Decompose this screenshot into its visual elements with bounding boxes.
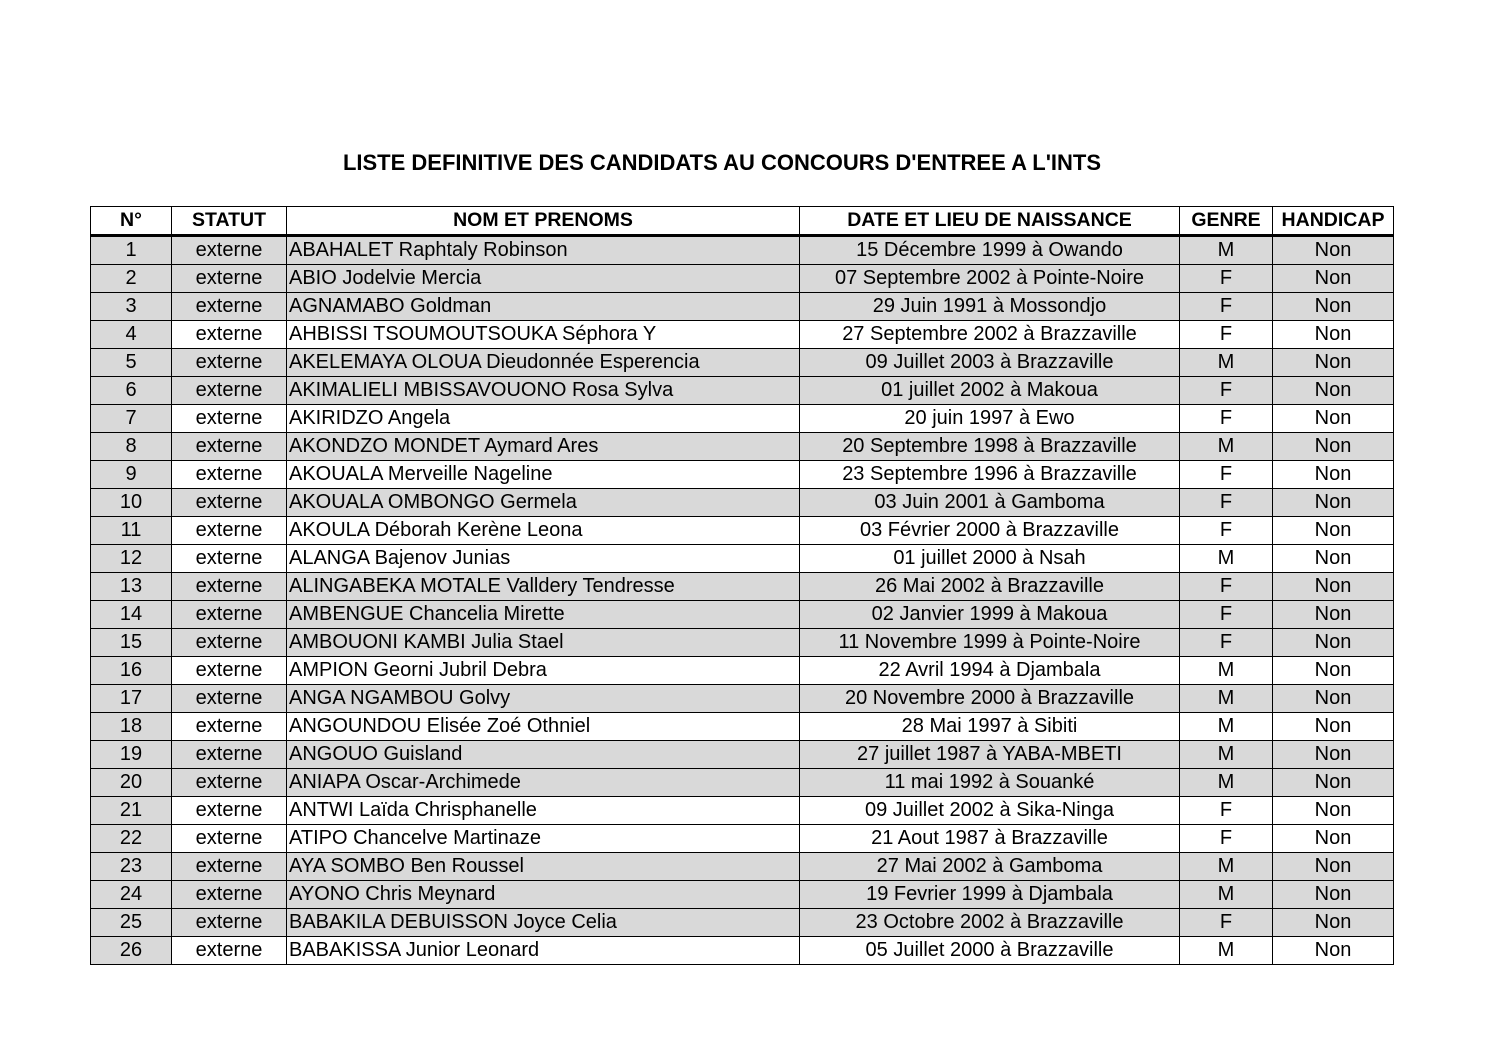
cell-genre: M bbox=[1180, 545, 1273, 573]
cell-number: 26 bbox=[91, 937, 172, 965]
cell-handicap: Non bbox=[1273, 937, 1394, 965]
cell-naissance: 28 Mai 1997 à Sibiti bbox=[800, 713, 1180, 741]
table-body bbox=[91, 236, 1394, 965]
cell-handicap: Non bbox=[1273, 909, 1394, 937]
cell-statut: externe bbox=[172, 909, 287, 937]
candidates-table bbox=[90, 206, 1394, 965]
table-row bbox=[91, 461, 1394, 489]
cell-number: 20 bbox=[91, 769, 172, 797]
cell-nom: BABAKISSA Junior Leonard bbox=[287, 937, 800, 965]
cell-number: 17 bbox=[91, 685, 172, 713]
cell-genre: F bbox=[1180, 909, 1273, 937]
header-nom: NOM ET PRENOMS bbox=[287, 207, 800, 236]
cell-naissance: 03 Juin 2001 à Gamboma bbox=[800, 489, 1180, 517]
cell-number: 9 bbox=[91, 461, 172, 489]
cell-number: 11 bbox=[91, 517, 172, 545]
table-row bbox=[91, 937, 1394, 965]
cell-nom: BABAKILA DEBUISSON Joyce Celia bbox=[287, 909, 800, 937]
cell-nom: AYONO Chris Meynard bbox=[287, 881, 800, 909]
cell-handicap: Non bbox=[1273, 405, 1394, 433]
cell-number: 10 bbox=[91, 489, 172, 517]
cell-nom: ANIAPA Oscar-Archimede bbox=[287, 769, 800, 797]
cell-genre: M bbox=[1180, 713, 1273, 741]
cell-handicap: Non bbox=[1273, 433, 1394, 461]
cell-statut: externe bbox=[172, 741, 287, 769]
table-row bbox=[91, 713, 1394, 741]
cell-nom: ANGOUNDOU Elisée Zoé Othniel bbox=[287, 713, 800, 741]
cell-nom: ALANGA Bajenov Junias bbox=[287, 545, 800, 573]
table-row bbox=[91, 236, 1394, 265]
table-row bbox=[91, 545, 1394, 573]
cell-genre: M bbox=[1180, 741, 1273, 769]
cell-naissance: 26 Mai 2002 à Brazzaville bbox=[800, 573, 1180, 601]
table-row bbox=[91, 685, 1394, 713]
cell-statut: externe bbox=[172, 881, 287, 909]
cell-naissance: 09 Juillet 2003 à Brazzaville bbox=[800, 349, 1180, 377]
cell-naissance: 20 juin 1997 à Ewo bbox=[800, 405, 1180, 433]
cell-statut: externe bbox=[172, 377, 287, 405]
cell-nom: ABAHALET Raphtaly Robinson bbox=[287, 236, 800, 265]
table-row bbox=[91, 293, 1394, 321]
table-row bbox=[91, 517, 1394, 545]
cell-statut: externe bbox=[172, 236, 287, 265]
table-row bbox=[91, 377, 1394, 405]
table-row bbox=[91, 321, 1394, 349]
cell-handicap: Non bbox=[1273, 741, 1394, 769]
cell-nom: AKOUALA OMBONGO Germela bbox=[287, 489, 800, 517]
cell-number: 4 bbox=[91, 321, 172, 349]
cell-handicap: Non bbox=[1273, 517, 1394, 545]
cell-naissance: 27 Septembre 2002 à Brazzaville bbox=[800, 321, 1180, 349]
cell-number: 13 bbox=[91, 573, 172, 601]
table-row bbox=[91, 489, 1394, 517]
table-row bbox=[91, 825, 1394, 853]
table-row bbox=[91, 657, 1394, 685]
cell-statut: externe bbox=[172, 629, 287, 657]
cell-statut: externe bbox=[172, 489, 287, 517]
cell-number: 19 bbox=[91, 741, 172, 769]
cell-handicap: Non bbox=[1273, 265, 1394, 293]
cell-naissance: 27 juillet 1987 à YABA-MBETI bbox=[800, 741, 1180, 769]
cell-nom: ABIO Jodelvie Mercia bbox=[287, 265, 800, 293]
cell-number: 21 bbox=[91, 797, 172, 825]
cell-naissance: 01 juillet 2002 à Makoua bbox=[800, 377, 1180, 405]
table-row bbox=[91, 797, 1394, 825]
cell-genre: M bbox=[1180, 853, 1273, 881]
table-row bbox=[91, 881, 1394, 909]
cell-statut: externe bbox=[172, 293, 287, 321]
cell-handicap: Non bbox=[1273, 461, 1394, 489]
cell-handicap: Non bbox=[1273, 545, 1394, 573]
cell-number: 1 bbox=[91, 236, 172, 265]
cell-statut: externe bbox=[172, 601, 287, 629]
cell-genre: M bbox=[1180, 881, 1273, 909]
cell-handicap: Non bbox=[1273, 853, 1394, 881]
cell-nom: AMBOUONI KAMBI Julia Stael bbox=[287, 629, 800, 657]
cell-handicap: Non bbox=[1273, 797, 1394, 825]
cell-genre: F bbox=[1180, 265, 1273, 293]
cell-statut: externe bbox=[172, 349, 287, 377]
table-row bbox=[91, 853, 1394, 881]
cell-genre: F bbox=[1180, 825, 1273, 853]
cell-naissance: 23 Septembre 1996 à Brazzaville bbox=[800, 461, 1180, 489]
cell-nom: AKIRIDZO Angela bbox=[287, 405, 800, 433]
cell-nom: ANGOUO Guisland bbox=[287, 741, 800, 769]
cell-number: 3 bbox=[91, 293, 172, 321]
cell-naissance: 05 Juillet 2000 à Brazzaville bbox=[800, 937, 1180, 965]
cell-statut: externe bbox=[172, 573, 287, 601]
cell-nom: AYA SOMBO Ben Roussel bbox=[287, 853, 800, 881]
cell-handicap: Non bbox=[1273, 825, 1394, 853]
cell-genre: F bbox=[1180, 293, 1273, 321]
cell-nom: AGNAMABO Goldman bbox=[287, 293, 800, 321]
document-title: LISTE DEFINITIVE DES CANDIDATS AU CONCOURS D'ENTREE A L'INTS bbox=[342, 150, 1102, 175]
cell-number: 7 bbox=[91, 405, 172, 433]
cell-naissance: 22 Avril 1994 à Djambala bbox=[800, 657, 1180, 685]
table-row bbox=[91, 741, 1394, 769]
cell-handicap: Non bbox=[1273, 657, 1394, 685]
header-naissance: DATE ET LIEU DE NAISSANCE bbox=[800, 207, 1180, 236]
cell-naissance: 27 Mai 2002 à Gamboma bbox=[800, 853, 1180, 881]
cell-statut: externe bbox=[172, 433, 287, 461]
cell-nom: ANGA NGAMBOU Golvy bbox=[287, 685, 800, 713]
cell-statut: externe bbox=[172, 769, 287, 797]
cell-genre: F bbox=[1180, 377, 1273, 405]
table-row bbox=[91, 601, 1394, 629]
cell-naissance: 02 Janvier 1999 à Makoua bbox=[800, 601, 1180, 629]
table-row bbox=[91, 405, 1394, 433]
table-row bbox=[91, 433, 1394, 461]
cell-nom: AKIMALIELI MBISSAVOUONO Rosa Sylva bbox=[287, 377, 800, 405]
header-number: N° bbox=[91, 207, 172, 236]
cell-naissance: 11 mai 1992 à Souanké bbox=[800, 769, 1180, 797]
cell-number: 8 bbox=[91, 433, 172, 461]
cell-number: 2 bbox=[91, 265, 172, 293]
cell-statut: externe bbox=[172, 265, 287, 293]
cell-genre: F bbox=[1180, 601, 1273, 629]
cell-statut: externe bbox=[172, 713, 287, 741]
cell-nom: ALINGABEKA MOTALE Valldery Tendresse bbox=[287, 573, 800, 601]
cell-handicap: Non bbox=[1273, 685, 1394, 713]
cell-statut: externe bbox=[172, 797, 287, 825]
cell-genre: F bbox=[1180, 629, 1273, 657]
cell-genre: F bbox=[1180, 321, 1273, 349]
cell-genre: F bbox=[1180, 461, 1273, 489]
cell-nom: AKOUALA Merveille Nageline bbox=[287, 461, 800, 489]
cell-naissance: 07 Septembre 2002 à Pointe-Noire bbox=[800, 265, 1180, 293]
cell-statut: externe bbox=[172, 517, 287, 545]
cell-handicap: Non bbox=[1273, 377, 1394, 405]
cell-genre: M bbox=[1180, 349, 1273, 377]
cell-genre: M bbox=[1180, 657, 1273, 685]
cell-number: 22 bbox=[91, 825, 172, 853]
cell-number: 18 bbox=[91, 713, 172, 741]
cell-naissance: 15 Décembre 1999 à Owando bbox=[800, 236, 1180, 265]
cell-handicap: Non bbox=[1273, 293, 1394, 321]
table-row bbox=[91, 909, 1394, 937]
cell-statut: externe bbox=[172, 685, 287, 713]
cell-nom: AMPION Georni Jubril Debra bbox=[287, 657, 800, 685]
cell-nom: ANTWI Laïda Chrisphanelle bbox=[287, 797, 800, 825]
cell-naissance: 20 Septembre 1998 à Brazzaville bbox=[800, 433, 1180, 461]
cell-handicap: Non bbox=[1273, 629, 1394, 657]
cell-nom: ATIPO Chancelve Martinaze bbox=[287, 825, 800, 853]
cell-handicap: Non bbox=[1273, 881, 1394, 909]
cell-genre: M bbox=[1180, 685, 1273, 713]
cell-handicap: Non bbox=[1273, 573, 1394, 601]
cell-nom: AHBISSI TSOUMOUTSOUKA Séphora Y bbox=[287, 321, 800, 349]
cell-statut: externe bbox=[172, 853, 287, 881]
cell-number: 15 bbox=[91, 629, 172, 657]
table-row bbox=[91, 769, 1394, 797]
table-row bbox=[91, 629, 1394, 657]
cell-genre: F bbox=[1180, 517, 1273, 545]
cell-handicap: Non bbox=[1273, 713, 1394, 741]
cell-nom: AKONDZO MONDET Aymard Ares bbox=[287, 433, 800, 461]
cell-nom: AMBENGUE Chancelia Mirette bbox=[287, 601, 800, 629]
cell-nom: AKELEMAYA OLOUA Dieudonnée Esperencia bbox=[287, 349, 800, 377]
cell-handicap: Non bbox=[1273, 489, 1394, 517]
header-statut: STATUT bbox=[172, 207, 287, 236]
cell-nom: AKOULA Déborah Kerène Leona bbox=[287, 517, 800, 545]
cell-handicap: Non bbox=[1273, 601, 1394, 629]
cell-number: 12 bbox=[91, 545, 172, 573]
cell-statut: externe bbox=[172, 937, 287, 965]
cell-number: 5 bbox=[91, 349, 172, 377]
header-genre: GENRE bbox=[1180, 207, 1273, 236]
cell-genre: F bbox=[1180, 573, 1273, 601]
cell-naissance: 01 juillet 2000 à Nsah bbox=[800, 545, 1180, 573]
cell-statut: externe bbox=[172, 405, 287, 433]
table-row bbox=[91, 573, 1394, 601]
cell-number: 6 bbox=[91, 377, 172, 405]
cell-genre: M bbox=[1180, 433, 1273, 461]
cell-statut: externe bbox=[172, 657, 287, 685]
cell-naissance: 09 Juillet 2002 à Sika-Ninga bbox=[800, 797, 1180, 825]
cell-handicap: Non bbox=[1273, 769, 1394, 797]
cell-naissance: 23 Octobre 2002 à Brazzaville bbox=[800, 909, 1180, 937]
table-header-row bbox=[91, 207, 1394, 236]
cell-handicap: Non bbox=[1273, 321, 1394, 349]
cell-statut: externe bbox=[172, 461, 287, 489]
cell-genre: F bbox=[1180, 405, 1273, 433]
cell-number: 23 bbox=[91, 853, 172, 881]
cell-genre: M bbox=[1180, 236, 1273, 265]
cell-genre: M bbox=[1180, 937, 1273, 965]
table-row bbox=[91, 265, 1394, 293]
cell-genre: F bbox=[1180, 489, 1273, 517]
cell-genre: F bbox=[1180, 797, 1273, 825]
cell-number: 24 bbox=[91, 881, 172, 909]
cell-number: 25 bbox=[91, 909, 172, 937]
cell-naissance: 03 Février 2000 à Brazzaville bbox=[800, 517, 1180, 545]
cell-genre: M bbox=[1180, 769, 1273, 797]
cell-statut: externe bbox=[172, 825, 287, 853]
cell-naissance: 20 Novembre 2000 à Brazzaville bbox=[800, 685, 1180, 713]
table-row bbox=[91, 349, 1394, 377]
cell-number: 16 bbox=[91, 657, 172, 685]
cell-naissance: 21 Aout 1987 à Brazzaville bbox=[800, 825, 1180, 853]
cell-statut: externe bbox=[172, 321, 287, 349]
cell-number: 14 bbox=[91, 601, 172, 629]
cell-naissance: 29 Juin 1991 à Mossondjo bbox=[800, 293, 1180, 321]
cell-naissance: 11 Novembre 1999 à Pointe-Noire bbox=[800, 629, 1180, 657]
header-handicap: HANDICAP bbox=[1273, 207, 1394, 236]
cell-naissance: 19 Fevrier 1999 à Djambala bbox=[800, 881, 1180, 909]
cell-handicap: Non bbox=[1273, 236, 1394, 265]
cell-statut: externe bbox=[172, 545, 287, 573]
cell-handicap: Non bbox=[1273, 349, 1394, 377]
